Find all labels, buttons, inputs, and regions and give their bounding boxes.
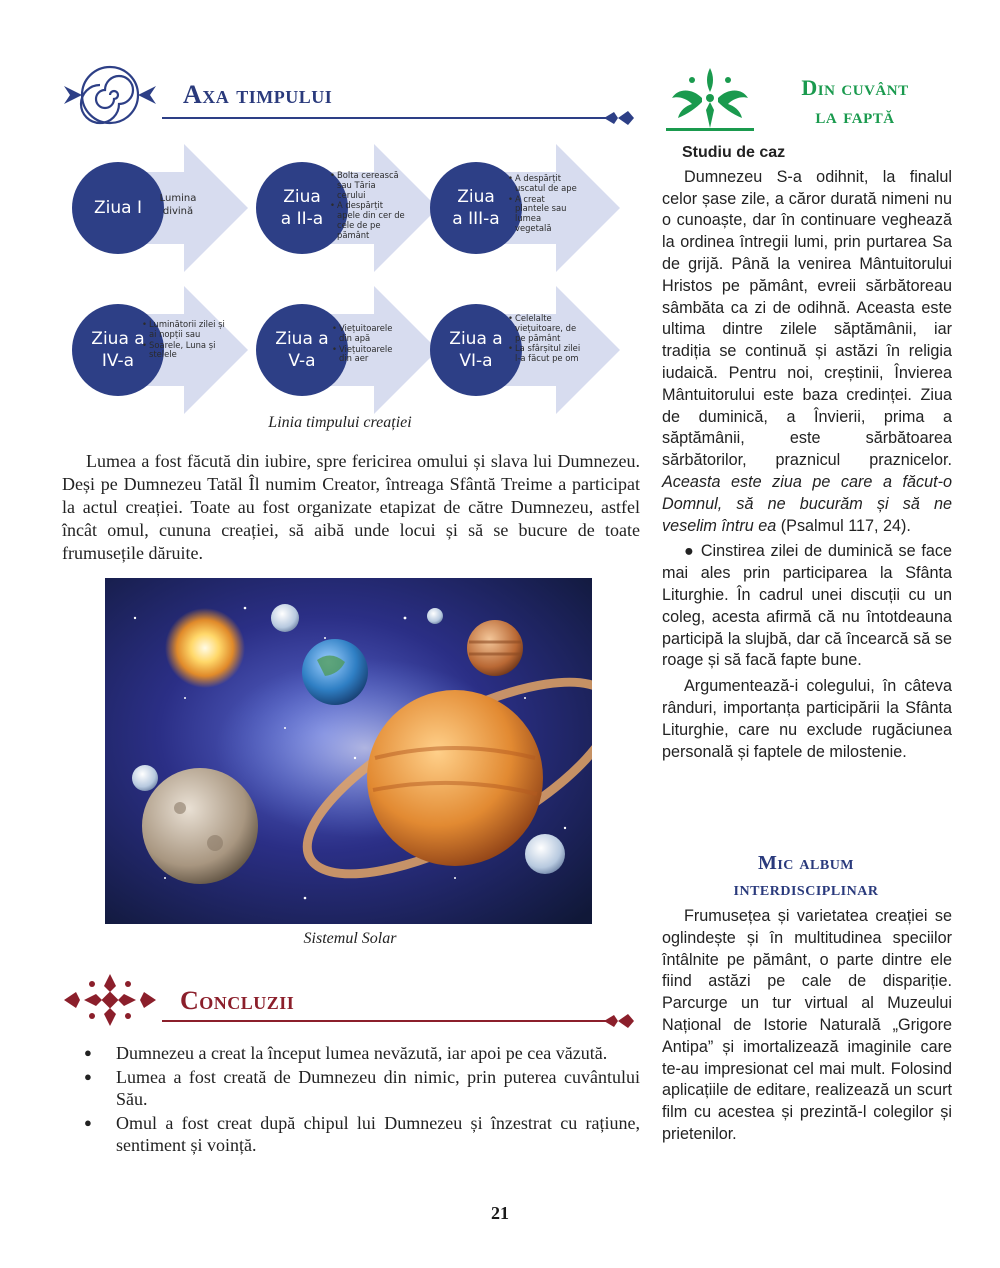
- day-3-circle: Ziua a III-a: [430, 162, 522, 254]
- case-study: [662, 142, 952, 763]
- list-item: ● Omul a fost creat după chipul lui Dumnezeu și înzestrat cu rațiune, sentiment și voință.: [84, 1112, 640, 1156]
- day-1-text: Lumina divină: [159, 193, 197, 217]
- page-number: 21: [491, 1203, 509, 1223]
- din-cuvant-ornament-icon: [662, 62, 758, 134]
- bullet-item: • A despărțit uscatul de ape: [508, 174, 580, 194]
- main-paragraph: Lumea a fost făcută din iubire, spre fericirea omului și slava lui Dumnezeu. Deși pe Dumnezeu Tatăl Îl numim Creator, întreaga Sfântă Treime a participat la actul creației. Toate au fost organizate etapizat de către Dumnezeu, astfel încât omul, cununa creației, să aibă unde locui și să se bucure de toate frumusețile dăruite.: [62, 451, 640, 563]
- bullet-item: • Viețuitoarele din apă: [332, 324, 402, 344]
- mic-album-title: Mic album interdisciplinar: [733, 852, 879, 900]
- bullet-item: • Viețuitoarele din aer: [332, 345, 402, 365]
- day-2-bullets: [330, 171, 406, 242]
- concluzii-rule: [162, 1020, 612, 1022]
- concluzii-rule-end-icon: [604, 1012, 634, 1030]
- day-5-circle: Ziua a V-a: [256, 304, 348, 396]
- bullet-item: • Luminătorii zilei și ai nopții sau: [142, 320, 226, 340]
- conclusions-list: [84, 1042, 640, 1158]
- concluzii-ornament-icon: [60, 970, 160, 1030]
- album-paragraph: Frumusețea și varietatea creației se oglindește și în multitudinea speciilor întâlnite pe pământ, o parte dintre ele fiind astăzi pe cale de dispariție. Parcurge un tur virtual al Muzeului Național de Istorie Naturală „Grigore Antipa” și imortalizează imaginile care te-au impresionat cel mai mult. Folosind aplicațiile de editare, realizează un scurt film cu acestea și prezintă-l colegilor și prietenilor.: [662, 907, 952, 1143]
- bullet-item: • Bolta cerească sau Tăria cerului: [330, 171, 406, 200]
- bullet-item: • A creat plantele sau lumea vegetală: [508, 195, 580, 234]
- bullet-item: • La sfârșitul zilei l-a făcut pe om: [508, 344, 586, 364]
- day-4-bullets: [142, 320, 226, 361]
- case-study-bullet-paragraph: ● Cinstirea zilei de duminică se face mai ales prin participarea la Sfânta Liturghie. În cadrul unei discuții cu un coleg, acesta afirmă că nu întotdeauna participă la slujbă, dar că încearcă să se roage și să facă fapte bune.: [662, 542, 952, 670]
- bullet-item: • A despărțit apele din cer de cele de pe pământ: [330, 201, 406, 240]
- image-caption: Sistemul Solar: [303, 930, 397, 947]
- axa-timpului-title: Axa timpului: [183, 80, 333, 109]
- case-study-heading: Studiu de caz: [682, 144, 786, 161]
- solar-system-image: [105, 578, 592, 924]
- bullet-item: • Soarele, Luna și stelele: [142, 341, 226, 361]
- day-4-circle: Ziua a IV-a: [72, 304, 164, 396]
- day-6-bullets: [508, 314, 586, 365]
- axa-rule: [162, 117, 612, 119]
- axa-ornament-icon: [60, 62, 160, 128]
- case-study-paragraph: Dumnezeu S-a odihnit, la finalul celor șase zile, a căror durată nimeni nu o cunoaște, dar în continuare veghează la ordinea întregii lumi, prin purtarea Sa de grijă. Până la venirea Mântuitorului Hristos pe pământ, evreii sărbătoreau sâmbăta ca zi de odihnă. Aceasta este ultima dintre zilele săptămânii, iar tradiția se continuă și astăzi în religia iudaică. Pentru noi, creștinii, Învierea Mântuitorului este baza credinței. Ziua de duminică, a Învierii, prima a săptămânii, este sărbătoarea sărbătorilor, praznicul praznicelor. Aceasta este ziua pe care a făcut-o Domnul, să ne bucurăm și să ne veselim întru ea (Psalmul 117, 24).: [662, 167, 952, 535]
- day-5-bullets: [332, 324, 402, 365]
- axa-rule-end-icon: [604, 109, 634, 127]
- bullet-item: • Celelalte viețuitoare, de pe pământ: [508, 314, 586, 343]
- concluzii-title: Concluzii: [180, 986, 295, 1015]
- din-cuvant-title: Din cuvânt la faptă: [801, 75, 909, 128]
- day-6-circle: Ziua a VI-a: [430, 304, 522, 396]
- day-3-bullets: [508, 174, 580, 235]
- list-item: ● Dumnezeu a creat la început lumea nevăzută, iar apoi pe cea văzută.: [84, 1042, 640, 1064]
- case-study-task: Argumentează-i colegului, în câteva rânduri, importanța participării la Sfânta Liturghie, care nu exclude rugăciunea personală și faptele de milostenie.: [662, 677, 952, 761]
- creation-timeline: [60, 140, 640, 420]
- list-item: ● Lumea a fost creată de Dumnezeu din nimic, prin puterea cuvântului Său.: [84, 1066, 640, 1110]
- day-1-circle: Ziua I: [72, 162, 164, 254]
- timeline-caption: Linia timpului creației: [268, 414, 412, 431]
- day-2-circle: Ziua a II-a: [256, 162, 348, 254]
